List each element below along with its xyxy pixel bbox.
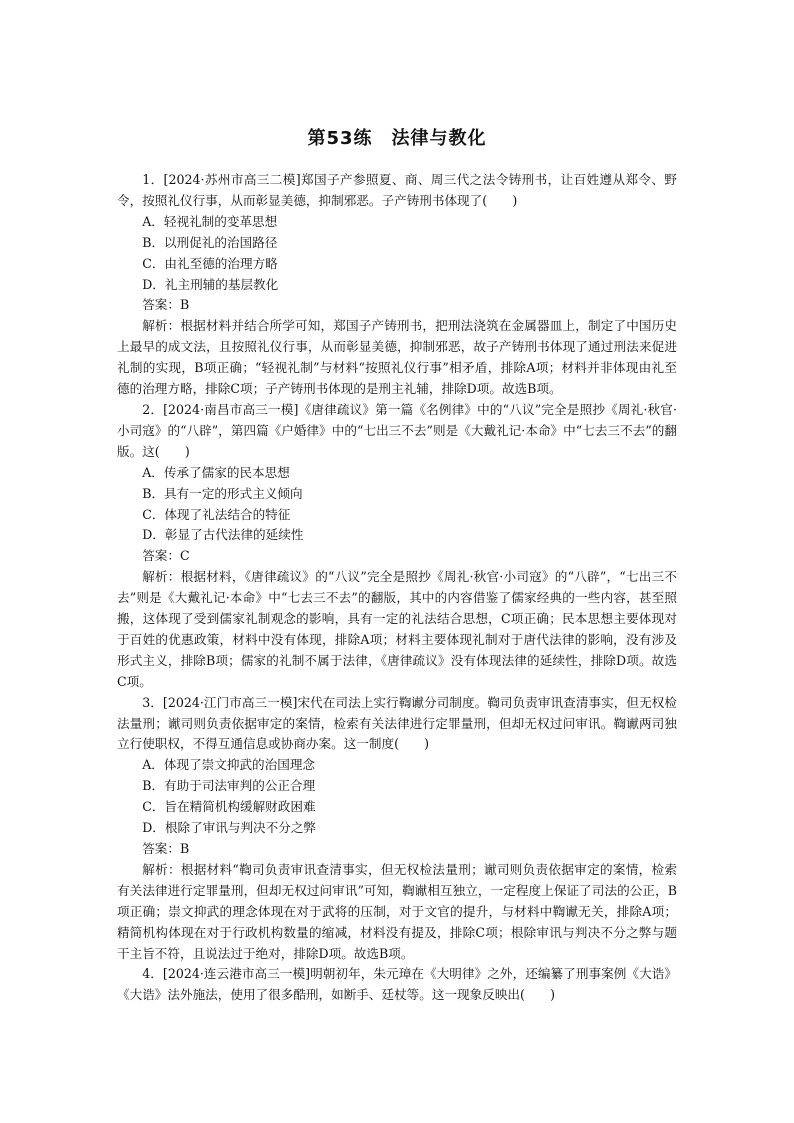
question-list — [117, 170, 677, 1006]
question-4 — [117, 964, 677, 1006]
option-a: A．体现了崇文抑武的治国理念 — [142, 757, 316, 773]
question-stem: 1．[2024·苏州市高三二模]郑国子产参照夏、商、周三代之法令铸刑书，让百姓遵从郑令、野令，按照礼仪行事，从而彰显美德，抑制邪恶。子产铸刑书体现了( ) — [117, 172, 677, 208]
analysis: 解析：根据材料，《唐律疏议》的“八议”完全是照抄《周礼·秋官·小司寇》的“八辟”，“七出三不去”则是《大戴礼记·本命》中“七去三不去”的翻版，其中的内容借鉴了儒家经典的一些内容，甚至照搬，这体现了受到儒家礼制观念的影响，具有一定的礼法结合思想，C项正确；民本思想主要体现对于百姓的优惠政策，材料中没有体现，排除A项；材料主要体现礼制对于唐代法律的影响，没有涉及形式主义，排除B项；儒家的礼制不属于法律，《唐律疏议》没有体现法律的延续性，排除D项。故选C项。 — [117, 569, 677, 689]
answer: 答案：B — [142, 297, 190, 313]
answer: 答案：C — [142, 548, 190, 564]
analysis: 解析：根据材料并结合所学可知，郑国子产铸刑书，把刑法浇筑在金属器皿上，制定了中国历史上最早的成文法，且按照礼仪行事，从而彰显美德，抑制邪恶，故子产铸刑书体现了通过刑法来促进礼制的实现，B项正确；“轻视礼制”与材料“按照礼仪行事”相矛盾，排除A项；材料并非体现由礼至德的治理方略，排除C项；子产铸刑书体现的是刑主礼辅，排除D项。故选B项。 — [117, 318, 677, 397]
question-3 — [117, 693, 677, 965]
option-d: D．根除了审讯与判决不分之弊 — [142, 820, 317, 836]
option-d: D．彰显了古代法律的延续性 — [142, 527, 304, 543]
option-c: C．体现了礼法结合的特征 — [142, 506, 291, 522]
option-a: A．传承了儒家的民本思想 — [142, 464, 290, 480]
option-b: B．有助于司法审判的公正合理 — [142, 778, 316, 794]
question-stem: 2．[2024·南昌市高三一模]《唐律疏议》第一篇《名例律》中的“八议”完全是照抄《周礼·秋官·小司寇》的“八辟”，第四篇《户婚律》中的“七出三不去”则是《大戴礼记·本命》中“七去三不去”的翻版。这( ) — [117, 401, 677, 459]
option-c: C．由礼至德的治理方略 — [142, 255, 278, 271]
analysis: 解析：根据材料“鞫司负责审讯查清事实，但无权检法量刑；谳司则负责依据审定的案情，检索有关法律进行定罪量刑，但却无权过问审讯”可知，鞫谳相互独立，一定程度上保证了司法的公正，B项正确；崇文抑武的理念体现在对于武将的压制，对于文官的提升，与材料中鞫谳无关，排除A项；精简机构体现在对于行政机构数量的缩减，材料没有提及，排除C项；根除审讯与判决不分之弊与题干主旨不符，且说法过于绝对，排除D项。故选B项。 — [117, 861, 677, 961]
option-d: D．礼主刑辅的基层教化 — [142, 276, 279, 292]
question-stem: 4．[2024·连云港市高三一模]明朝初年，朱元璋在《大明律》之外，还编纂了刑事案例《大诰》《大诰》法外施法，使用了很多酷刑，如断手、廷杖等。这一现象反映出( ) — [117, 966, 677, 1003]
question-stem: 3．[2024·江门市高三一模]宋代在司法上实行鞫谳分司制度。鞫司负责审讯查清事实，但无权检法量刑；谳司则负责依据审定的案情，检索有关法律进行定罪量刑，但却无权过问审讯。鞫谳两司独立行使职权，不得互通信息或协商办案。这一制度( ) — [117, 694, 677, 752]
question-1 — [117, 170, 677, 400]
answer: 答案：B — [142, 841, 190, 856]
option-c: C．旨在精简机构缓解财政困难 — [142, 799, 316, 815]
question-2 — [117, 400, 677, 693]
option-b: B．具有一定的形式主义倾向 — [142, 485, 303, 501]
option-b: B．以刑促礼的治国路径 — [142, 234, 278, 250]
option-a: A．轻视礼制的变革思想 — [142, 213, 278, 229]
page-title: 第53练 法律与教化 — [307, 128, 487, 149]
